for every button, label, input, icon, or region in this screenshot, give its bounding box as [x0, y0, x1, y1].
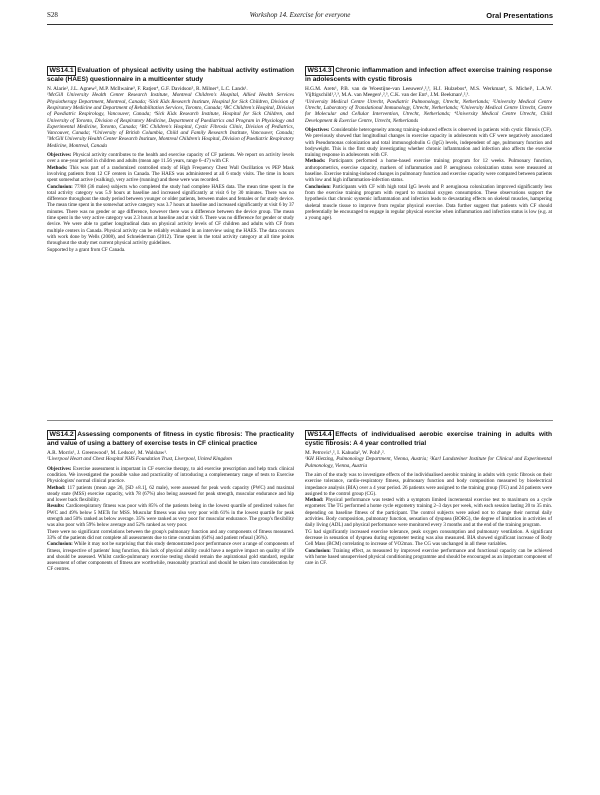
abstract-paragraph	[47, 165, 294, 184]
paragraph-text: Exercise assessment is important in CF exercise therapy, to aid exercise prescription and help track clinical condition. We investigated the possible value and practicality of introducing a complementary range of tests to Exercise Physiologists' normal clinical practice.	[47, 465, 294, 485]
abstract-heading	[305, 430, 552, 448]
paragraph-text: 117 patients (mean age 26, [SD ±8.1], 62 male), were assessed for peak work capacity (PWC) and maximal steady state (MSS) exercise capacity, with 78 (67%) also being assessed for peak strength, muscular endurance and hip and lower back flexibility.	[47, 484, 294, 504]
abstract-paragraph	[47, 485, 294, 504]
paragraph-label: Method:	[47, 484, 66, 491]
paragraph-text: The aim of the study was to investigate effects of the individualised aerobic training in adults with cystic fibrosis on their exercise tolerance, cardio-respiratory fitness, pulmonary function and body composition measured by bioelectrical impedance analysis (BIA) over a 4 year period. 26 patients were assigned to the training group (TG) and 24 patients were assigned to the control group (CG).	[305, 472, 552, 497]
abstract-title: Evaluation of physical activity using the habitual activity estimation scale (HAES) questionnaire in a multicenter study	[47, 67, 294, 83]
abstract-paragraph	[47, 247, 294, 253]
paragraph-text: Physical activity contributes to the health and exercise capacity of CF patients. We report on activity levels over a one-year period in children and adults (mean age 11.56 years, range 6–47) with CF.	[47, 152, 294, 165]
paragraph-text: Cardiorespiratory fitness was poor with 85% of the patients being in the lowest quartile of predicted values for PWC and 49% below 5 METs for MSS. Muscular fitness was also very poor with 61% in the lowest quartile for peak strength and 50% ranked as below average. 35% were ranked as very poor for muscular endurance. The group's flexibility was also poor with 59% below average and 52% ranked as very poor.	[47, 503, 294, 529]
abstract-affiliations: ¹University Medical Centre Utrecht, Paediatric Pulmonology, Utrecht, Netherlands; ²University Medical Centre Utrecht, Laboratory of Translational Immunology, Utrecht, Netherlands; ³University Medical Centre Utrecht, Centre for Molecular and Cellular Intervention, Utrecht, Netherlands; ⁴University Medical Centre Utrecht, Child Development & Exercise Centre, Utrecht, Netherlands	[305, 98, 552, 124]
paragraph-text: This was part of a randomized controlled study of High Frequency Chest Wall Oscillation vs PEP Mask involving patients from 12 CF centers in Canada. The HAES was administered at all 6 study visits. The time in hours spent somewhat active (walking), very active (running) and these were was recorded.	[47, 164, 294, 184]
abstract-paragraph	[47, 184, 294, 247]
abstract-affiliations: ¹McGill University Health Center Research Institute, Montreal Children's Hospital, Allied Health Services Physiotherapy Department, Montreal, Canada; ²Sick Kids Research Institute, Hospital for Sick Children, Division of Respiratory Medicine and Department of Rehabilitation Services, Toronto, Canada; ³BC Children's Hospital, Division of Paediatric Respirology, Vancouver, Canada; ⁴Sick Kids Research Institute, Hospital for Sick Children, and University of Toronto, Division of Respiratory Medicine, Department of Paediatrics and Program in Physiology and Experimental Medicine, Toronto, Canada; ⁵BC Children's Hospital, Cystic Fibrosis Clinic, Division of Pediatrics, Vancouver, Canada; ⁶University of British Columbia, Child and Family Research Institute, Vancouver, Canada; ⁷McGill University Health Center Research Institute, Montreal Children's Hospital, Division of Paediatric Respiratory Medicine, Montreal, Canada	[47, 92, 294, 149]
paragraph-text: While it may not be surprising that this study demonstrated poor performance over a range of components of fitness, irrespective of patients' lung function, this lack of physical ability could have a negative impact on quality of life and should be assessed. Whilst cardio-pulmonary exercise testing should remain the aspirational gold standard, regular assessment of other components of fitness are worthwhile, reasonably practical and should be taken into consideration by CF centres.	[47, 541, 295, 573]
abstract-title: Assessing components of fitness in cystic fibrosis: The practicality and value of using a battery of exercise tests in CF clinical practice	[47, 431, 294, 447]
paragraph-label: Methods:	[305, 158, 326, 165]
page-header	[47, 11, 553, 23]
abstract-heading	[305, 66, 552, 84]
abstract-code: WS14.4	[305, 430, 334, 440]
abstract-paragraph	[305, 548, 552, 567]
paragraph-text: 77/88 (36 males) subjects who completed the study had complete HAES data. The mean time spent in the total activity category was 5.9 hours at baseline and increased significantly at visit 6 by 30 minutes. There was no difference throughout the study period between younger or older patients, between males and females or for study device. The mean time spent in the somewhat active category was 3.7 hours at baseline and increased significantly at visit 6 by 37 minutes. There was no gender or age difference, however there was a difference between the device group. The mean time spent in the very active category was 2.3 hours at baseline and at visit 6. There was no difference for gender or study device. We were able to gather longitudinal data on physical activity levels of CF children and adults with CF from multiple centers in Canada. Physical activity can be reliably evaluated in an interview using the HAES. The data concurs with work done by Wells (2008), and Schneiderman (2012). Time spent in the total activity category at all time points throughout the study met current physical activity guidelines.	[47, 183, 294, 247]
abstract-ws14-3	[305, 66, 552, 221]
abstract-paragraph	[305, 497, 552, 528]
abstract-code: WS14.2	[47, 430, 76, 440]
abstract-paragraph	[47, 529, 294, 542]
abstract-heading	[47, 430, 294, 448]
paragraph-label: Method:	[305, 497, 324, 504]
abstract-code: WS14.3	[305, 66, 334, 76]
abstract-ws14-2	[47, 430, 294, 573]
paragraph-label: Conclusion:	[305, 183, 331, 190]
abstract-affiliations: ¹KH Hietzing, Pulmonology Department, Vienna, Austria; ²Karl Landsteiner Institute for Clinical and Experimental Pulmonology, Vienna, Austria	[305, 456, 552, 469]
paragraph-label: Objectives:	[305, 127, 330, 133]
abstract-title: Chronic inflammation and infection affect exercise training response in adolescents with cystic fibrosis	[305, 67, 552, 83]
abstract-code: WS14.1	[47, 66, 76, 76]
paragraph-text: Physical performance was tested with a symptom limited incremental exercise test to maximum on a cycle ergometer. The TG performed a home cycle ergometry training 2–3 days per week, with each session lasting 20 to 35 min. depending on baseline fitness of the participant. The control subjects were asked not to change their normal daily activities. Body composition, pulmonary function, sensation of dyspnea (BORG), the degree of limitation in activities of daily living (ADL) and physical performance were monitored every 3 months and at the end of the training program.	[305, 497, 552, 529]
paragraph-text: TG had significantly increased exercise tolerance, peak oxygen consumption and pulmonary ventilation. A significant decrease in sensation of dyspnea during ergometer testing was also measured. BIA showed significant increase of Body Cell Mass (BCM) correlating to increase of VO2max. The CG was unchanged in all these variables.	[305, 528, 552, 548]
abstract-paragraph	[305, 472, 552, 497]
abstract-paragraph	[305, 529, 552, 548]
abstract-authors: M. Petrovic¹,², I. Kahuda², W. Pohl¹,².	[305, 450, 385, 456]
journal-running-title: Workshop 14. Exercise for everyone	[249, 11, 351, 19]
paragraph-text: Participants with CF with high total IgG levels and P. aeruginosa colonization improved significantly less from the exercise training program with regard to maximal oxygen consumption. These observations support the hypothesis that chronic systemic inflammation and infection leads to devastating effects on skeletal muscles, hampering skeletal muscle tissue to improve from regular physical exercise. Data further suggest that patients with CF should preferentially be encouraged to engage in regular physical exercise when inflammation and infection status is low (e.g. at a young age).	[305, 183, 552, 222]
abstract-paragraph	[305, 127, 552, 158]
paragraph-label: Methods:	[47, 164, 68, 171]
section-divider	[47, 420, 553, 421]
paragraph-text: Participants performed a home-based exercise training program for 12 weeks. Pulmonary function, anthropometrics, exercise capacity, markers of inflammation and P. aeruginosa colonization status were measured at baseline. Exercise training-induced changes in pulmonary function and exercise capacity were compared between patients with low and high inflammation-infection status.	[305, 158, 552, 184]
paragraph-text: There were no significant correlations between the group's pulmonary function and any components of fitness measured. 33% of the patients did not complete all assessments due to time constraints (64%) and patient refusal (36%).	[47, 528, 294, 541]
abstract-paragraph	[305, 184, 552, 222]
abstract-authors: N. Alarie¹, J.L. Agnew², M.P. McIlwaine³, F. Ratjen⁴, G.F. Davidson⁵, R. Milner⁶, L.C. Lands¹.	[47, 86, 248, 92]
abstract-ws14-4	[305, 430, 552, 566]
abstract-paragraph	[47, 466, 294, 485]
paragraph-label: Results:	[47, 503, 65, 510]
abstract-ws14-1	[47, 66, 294, 253]
paragraph-label: Objectives:	[47, 152, 72, 159]
paragraph-text: Considerable heterogeneity among training-induced effects is observed in patients with cystic fibrosis (CF). We previously showed that longitudinal changes in exercise capacity in adolescents with CF were negatively associated with Pseudomonas colonization and total immunoglobulin G (IgG) levels, independent of age, pulmonary function and bodyweight. This is the first study investigating whether chronic inflammation and infection also affects the exercise training response in adolescents with CF.	[305, 127, 552, 159]
paragraph-label: Conclusion:	[305, 547, 331, 554]
section-title: Oral Presentations	[486, 11, 553, 20]
page-number: S28	[47, 11, 58, 19]
abstract-authors: A.R. Morris¹, J. Greenwood¹, M. Ledson¹, M. Walshaw¹.	[47, 450, 168, 456]
paragraph-text: Supported by a grant from CF Canada.	[47, 246, 126, 253]
abstract-heading	[47, 66, 294, 84]
header-rule	[47, 24, 553, 25]
abstract-paragraph	[47, 541, 294, 572]
abstract-paragraph	[47, 152, 294, 165]
paragraph-label: Conclusion:	[47, 183, 73, 190]
abstract-paragraph	[305, 158, 552, 183]
abstract-authors: H.G.M. Arets¹, P.B. van de Woestijne-van Leeuwen¹,²,³, H.J. Hulzebos⁴, M.S. Werkman⁴, S. Michel¹, L.A.W. Vijftigschild¹,²,³, M.A. van Meegen¹,²,³, C.K. van der Ent¹, J.M. Beekman¹,²,³.	[305, 86, 552, 99]
paragraph-label: Objectives:	[47, 465, 72, 472]
abstract-affiliations: ¹Liverpool Heart and Chest Hospital NHS Foundation Trust, Liverpool, United Kingdom	[47, 456, 232, 463]
paragraph-label: Conclusion:	[47, 541, 73, 548]
abstract-paragraph	[47, 503, 294, 528]
abstract-title: Effects of individualised aerobic exercise training in adults with cystic fibrosis: A 4 year controlled trial	[305, 431, 552, 447]
paragraph-text: Training effect, as measured by improved exercise performance and functional capacity can be achieved with home based unsupervised physical conditioning programme and should be encouraged as an important component of care in CF.	[305, 547, 552, 567]
